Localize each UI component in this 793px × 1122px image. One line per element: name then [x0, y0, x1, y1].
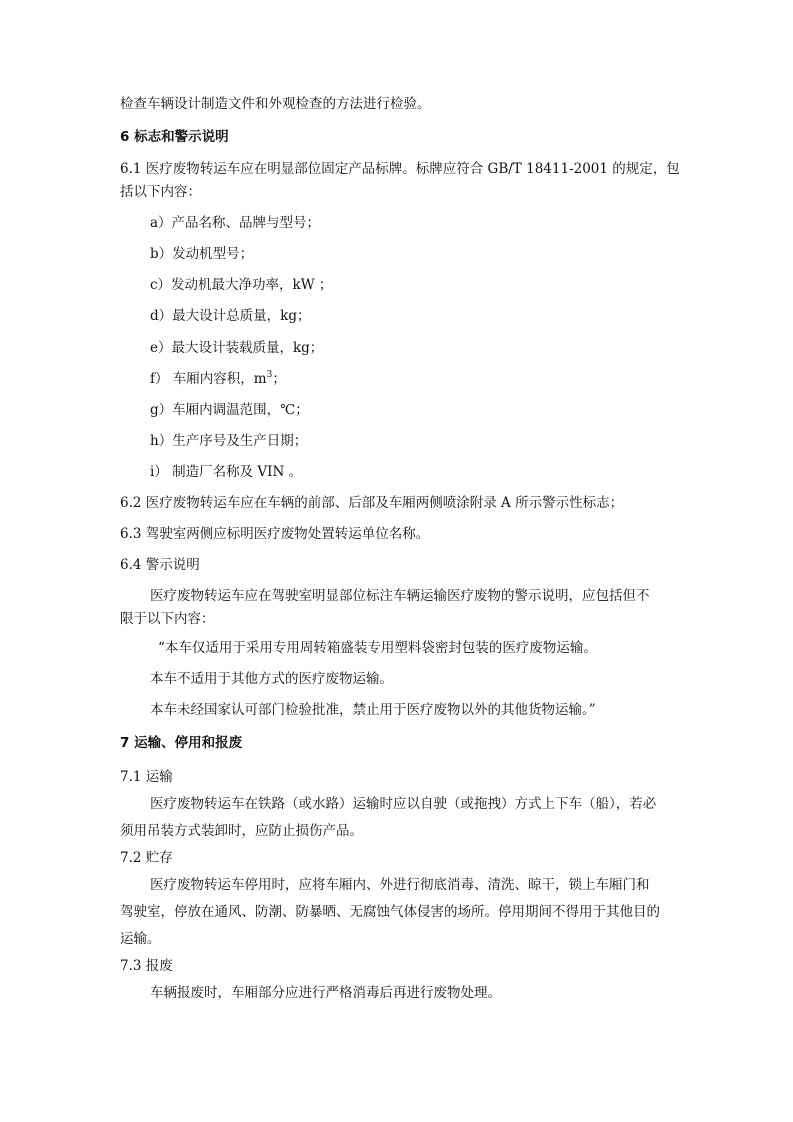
clause-7-1-line-1: 医疗废物转运车在铁路（或水路）运输时应以自驶（或拖拽）方式上下车（船），若必	[150, 796, 657, 812]
list-item-h: h）生产序号及生产日期；	[150, 433, 308, 449]
list-item-c: c）发动机最大净功率，kW ；	[150, 277, 333, 293]
superscript-3: 3	[266, 370, 273, 380]
list-item-e: e）最大设计装载质量，kg；	[150, 340, 324, 356]
list-item-f	[150, 369, 286, 389]
intro-line: 检查车辆设计制造文件和外观检查的方法进行检验。	[120, 96, 431, 112]
clause-7-2-title: 7.2 贮存	[120, 850, 173, 866]
clause-7-1-title: 7.1 运输	[120, 769, 173, 785]
section-7-heading: 7 运输、停用和报废	[120, 735, 243, 751]
list-item-a: a）产品名称、品牌与型号；	[150, 215, 321, 231]
clause-7-3-line-1: 车辆报废时，车厢部分应进行严格消毒后再进行废物处理。	[150, 985, 501, 1001]
warning-quote-line-3: 本车未经国家认可部门检验批准，禁止用于医疗废物以外的其他货物运输。”	[150, 702, 596, 718]
clause-7-3-title: 7.3 报废	[120, 958, 173, 974]
clause-7-1-line-2: 须用吊装方式装卸时，应防止损伤产品。	[120, 823, 363, 839]
list-item-d: d）最大设计总质量，kg；	[150, 308, 311, 324]
clause-6-1-line-2: 括以下内容：	[120, 184, 201, 200]
clause-7-2-line-2: 驾驶室，停放在通风、防潮、防暴晒、无腐蚀气体侵害的场所。停用期间不得用于其他目的	[120, 904, 660, 920]
list-item-i: i） 制造厂名称及 VIN 。	[150, 464, 303, 480]
clause-7-2-line-1: 医疗废物转运车停用时，应将车厢内、外进行彻底消毒、清洗、晾干，锁上车厢门和	[150, 877, 650, 893]
clause-6-4-title: 6.4 警示说明	[120, 557, 200, 573]
clause-7-2-line-3: 运输。	[120, 931, 161, 947]
warning-quote-line-1: “本车仅适用于采用专用周转箱盛装专用塑料袋密封包装的医疗废物运输。	[158, 640, 597, 656]
clause-6-4-line-1: 医疗废物转运车应在驾驶室明显部位标注车辆运输医疗废物的警示说明，应包括但不	[150, 588, 650, 604]
list-item-f-end: ；	[272, 371, 286, 387]
list-item-b: b）发动机型号；	[150, 246, 254, 262]
clause-6-3: 6.3 驾驶室两侧应标明医疗废物处置转运单位名称。	[120, 526, 430, 542]
warning-quote-line-2: 本车不适用于其他方式的医疗废物运输。	[150, 671, 393, 687]
list-item-f-text: f） 车厢内容积，m	[150, 371, 267, 387]
clause-6-2: 6.2 医疗废物转运车应在车辆的前部、后部及车厢两侧喷涂附录 A 所示警示性标志；	[120, 495, 624, 511]
section-6-heading: 6 标志和警示说明	[120, 129, 229, 145]
list-item-g: g）车厢内调温范围，℃；	[150, 402, 309, 418]
clause-6-1-line-1: 6.1 医疗废物转运车应在明显部位固定产品标牌。标牌应符合 GB/T 18411-2001 的规定，包	[120, 161, 680, 177]
clause-6-4-line-2: 限于以下内容：	[120, 611, 215, 627]
